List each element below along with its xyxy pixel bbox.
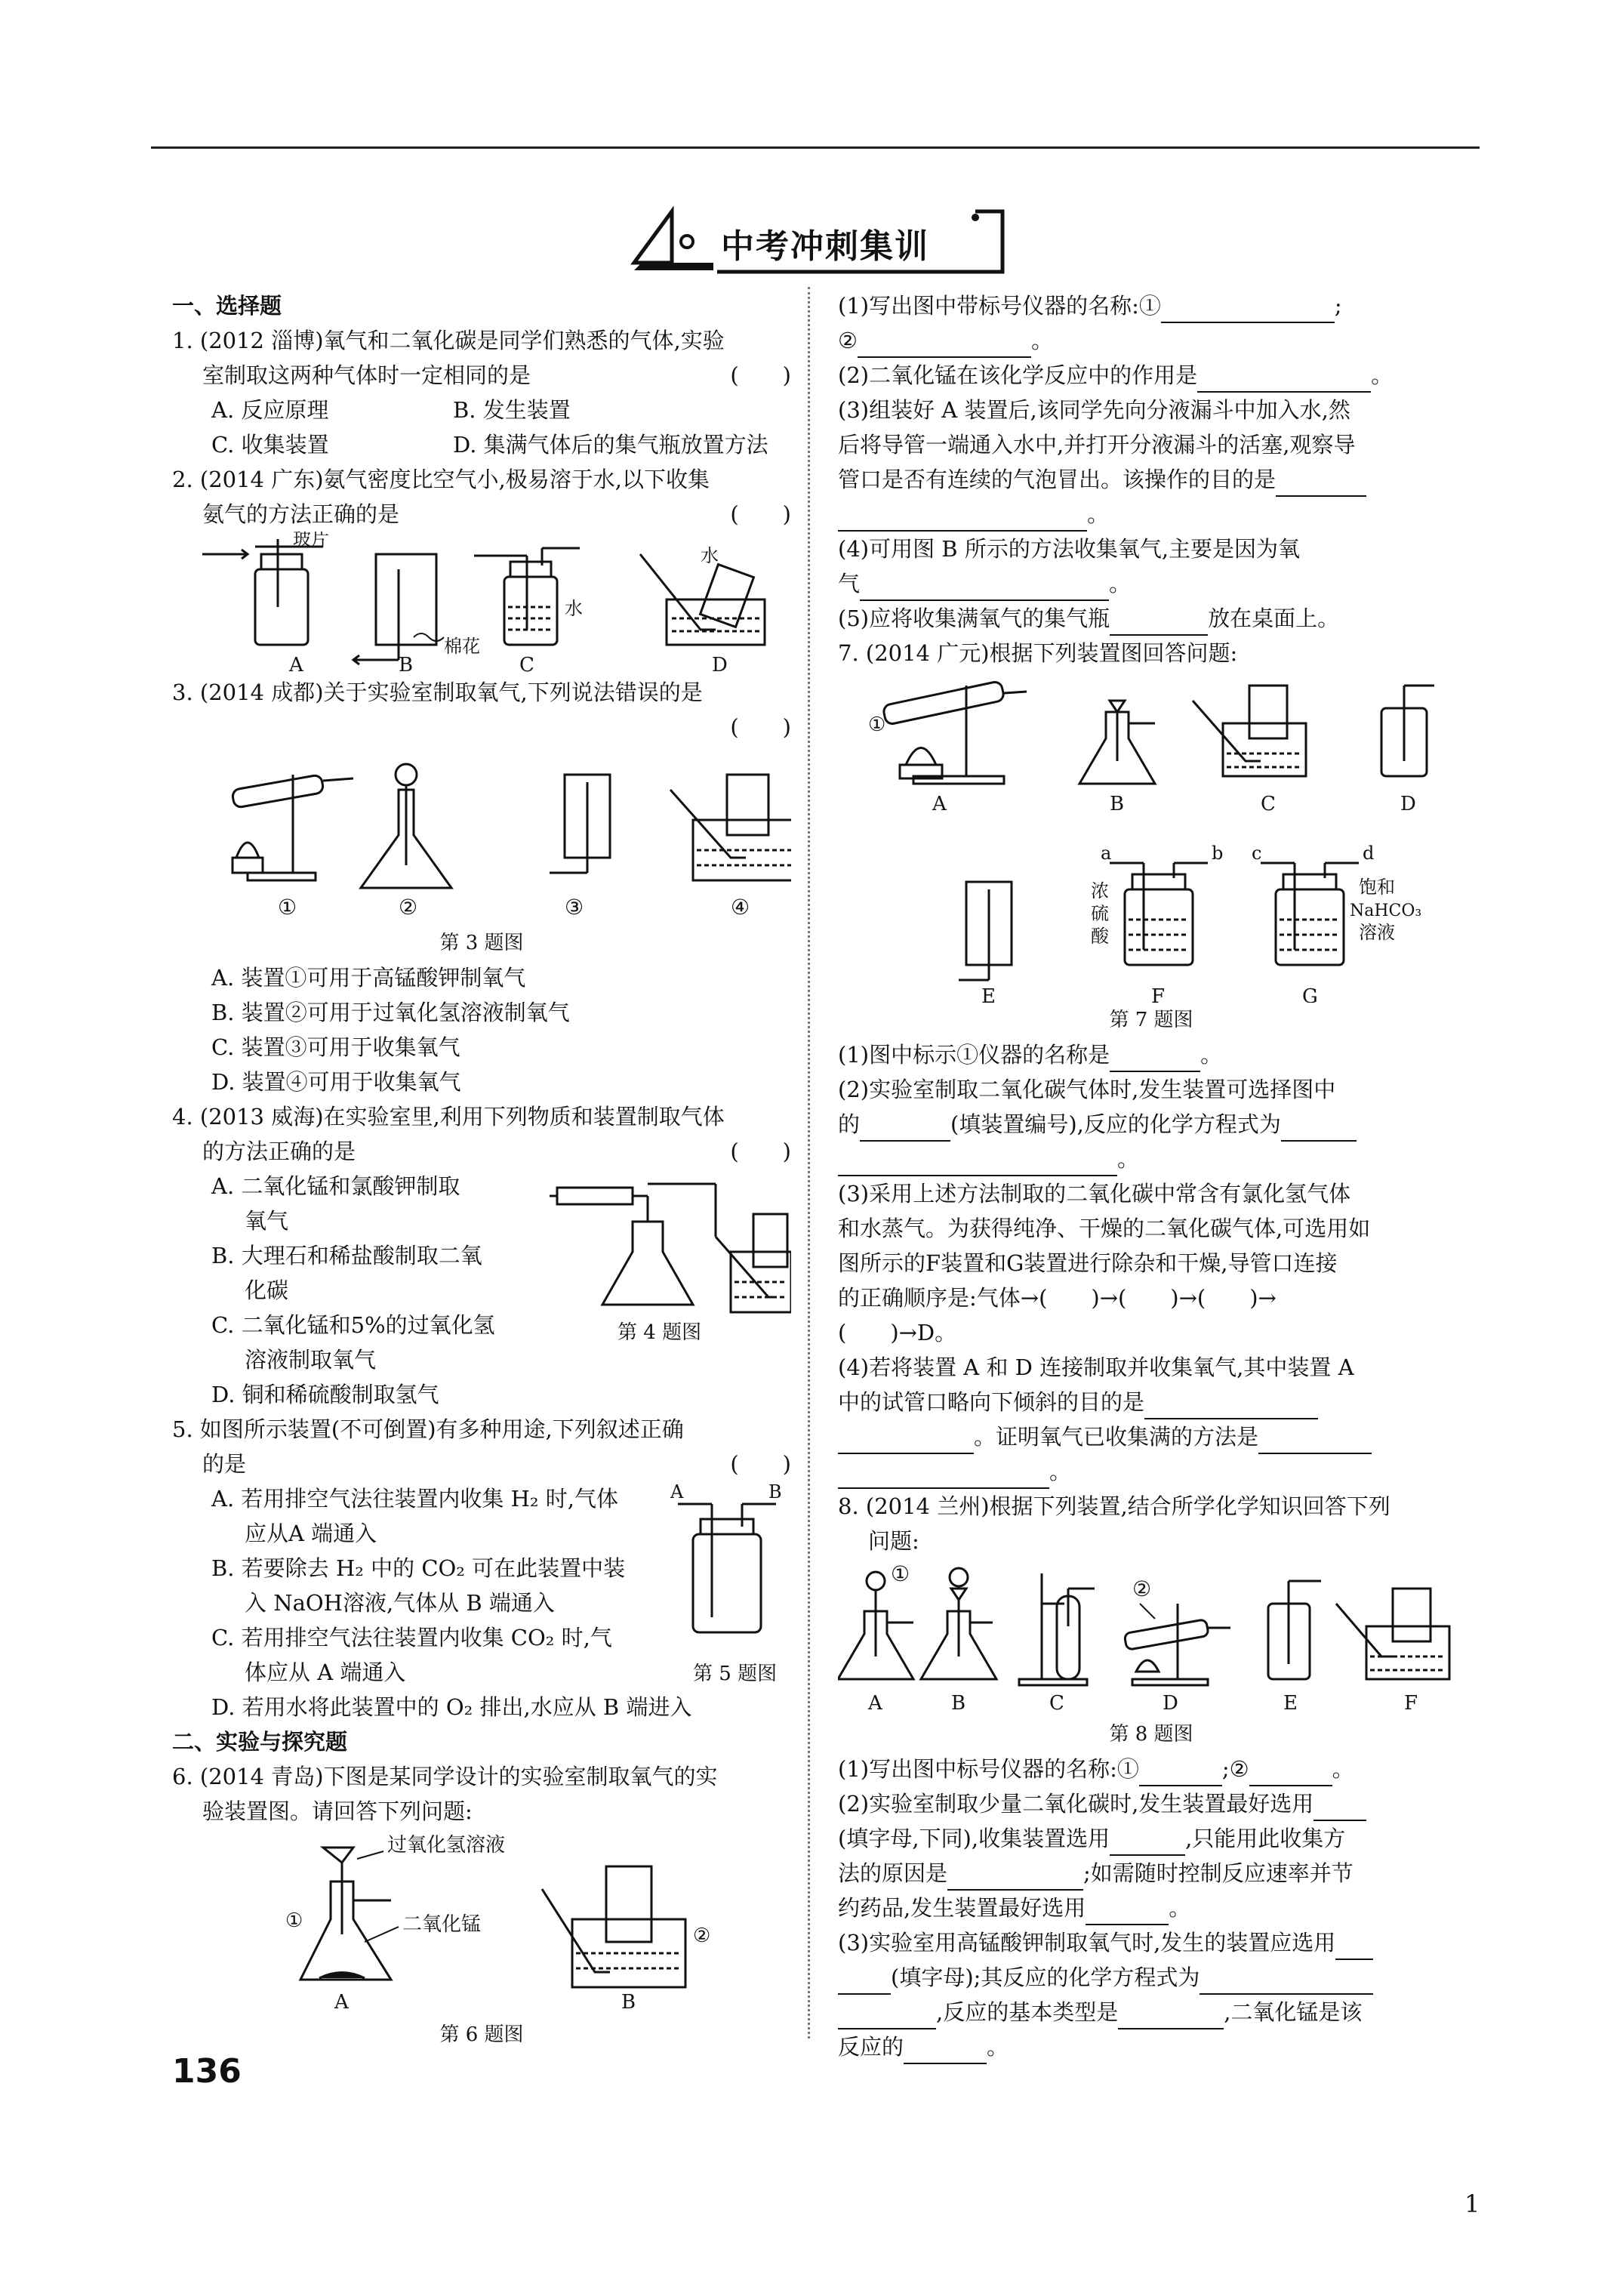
question-1-stem: 1. (2012 淄博)氧气和二氧化碳是同学们熟悉的气体,实验 — [172, 328, 725, 353]
figure-label: C — [1049, 1692, 1064, 1715]
figure-caption: 第 5 题图 — [693, 1663, 778, 1685]
q7-part-3: (3)采用上述方法制取的二氧化碳中常含有氯化氢气体 — [838, 1181, 1351, 1207]
figure-label: A — [289, 654, 303, 675]
port-label: b — [1212, 843, 1224, 864]
q8-part-2: (2)实验室制取少量二氧化碳时,发生装置最好选用 — [838, 1791, 1314, 1817]
option-a[interactable]: A. 反应原理 — [211, 397, 329, 423]
q7-part-2-cont: (填装置编号),反应的化学方程式为 — [950, 1111, 1281, 1137]
figure-caption: 第 7 题图 — [1109, 1009, 1193, 1031]
figure-label: D — [1400, 793, 1416, 815]
q6-part-3: (3)组装好 A 装置后,该同学先向分液漏斗中加入水,然 — [838, 397, 1350, 423]
figure-label: A — [334, 1991, 349, 2014]
figure-label: E — [1283, 1692, 1298, 1715]
acid-label: 浓 — [1091, 880, 1109, 901]
page-number: 136 — [172, 2052, 242, 2091]
oxygen-setup-diagram — [172, 1829, 791, 2017]
question-1-stem-cont: 室制取这两种气体时一定相同的是 — [202, 362, 531, 388]
figure-label: G — [1302, 985, 1318, 1003]
left-column — [172, 288, 791, 2052]
figure-label: B — [951, 1692, 966, 1715]
option-c[interactable]: C. 二氧化锰和5%的过氧化氢 — [211, 1312, 495, 1338]
q6-part-5-cont: 放在桌面上。 — [1208, 606, 1340, 631]
figure-label: C — [519, 654, 534, 675]
question-4-block — [172, 1169, 791, 1412]
q7-part-1: (1)图中标示①仪器的名称是 — [838, 1042, 1110, 1068]
question-2-stem: 2. (2014 广东)氨气密度比空气小,极易溶于水,以下收集 — [172, 467, 710, 492]
answer-blank[interactable] — [1144, 1395, 1318, 1419]
marker-1: ① — [891, 1561, 910, 1586]
figure-label: ② — [399, 895, 418, 920]
water-label: 水 — [701, 545, 719, 566]
question-5-stem-cont: 的是 — [202, 1451, 247, 1477]
option-c-cont: 溶液制取氧气 — [245, 1347, 377, 1373]
question-2-stem-cont: 氨气的方法正确的是 — [202, 501, 400, 527]
answer-blank[interactable] — [1276, 473, 1366, 497]
answer-blank[interactable] — [1139, 1762, 1222, 1786]
option-d[interactable]: D. 集满气体后的集气瓶放置方法 — [453, 432, 768, 458]
gas-collection-diagram — [172, 532, 791, 675]
question-2-figure — [172, 532, 791, 675]
q7-part-3-order-end[interactable]: ( )→D。 — [838, 1320, 957, 1345]
option-b[interactable]: B. 装置②可用于过氧化氢溶液制氧气 — [211, 1000, 570, 1025]
q8-part-1b: ;② — [1221, 1756, 1249, 1782]
answer-blank[interactable] — [1335, 1936, 1373, 1960]
answer-blank[interactable] — [1110, 612, 1208, 636]
co2-apparatus-diagram — [838, 670, 1464, 1003]
column-divider — [808, 287, 810, 2039]
question-8-figure — [838, 1558, 1464, 1717]
answer-blank[interactable] — [1313, 1797, 1366, 1821]
q8-part-3-cont: (填字母);其反应的化学方程式为 — [891, 1965, 1200, 1990]
question-3-stem: 3. (2014 成都)关于实验室制取氧气,下列说法错误的是 — [172, 680, 703, 705]
marker-2: ② — [1132, 1576, 1152, 1601]
q6-part-4: (4)可用图 B 所示的方法收集氧气,主要是因为氧 — [838, 536, 1301, 562]
answer-paren[interactable]: ( ) — [730, 714, 791, 740]
figure-label: A — [868, 1692, 882, 1715]
question-5-stem: 5. 如图所示装置(不可倒置)有多种用途,下列叙述正确 — [172, 1416, 684, 1442]
q7-part-2: (2)实验室制取二氧化碳气体时,发生装置可选择图中 — [838, 1077, 1336, 1102]
option-d[interactable]: D. 铜和稀硫酸制取氢气 — [211, 1382, 439, 1407]
option-c[interactable]: C. 收集装置 — [211, 432, 329, 458]
q8-part-2-cont: (填字母,下同),收集装置选用 — [838, 1826, 1110, 1851]
right-column: (1)写出图中带标号仪器的名称:① ; ② 。 (2)二氧化锰在该化学反应中的作用是 。 (3)组装好 A 装置后,该同学先向分液漏斗中加入水,然 后将导管一端通入水中,并打开分液漏斗的活塞,观察导 管口是否有连续的气泡冒出。该操作的目的是 。 (4)可用图 B 所示的方法收集氧气,主要是因为氧 气 。 (5)应将收集满氧气的集气瓶 放在桌面上。 7. (2014 广元)根据下列装置图回答问题: ① A B C D E F G a b c d 浓 硫 酸 饱和 NaHCO₃ 溶液 第 7 题图 (1)图中标示①仪器的名称是 。 (2)实验室制取二氧化碳气体时,发生装置可选择图中 的 (填装置编号),反应的化学方程式为 。 (3)采用上述方法制取的二氧化碳中常含有氯化氢气体 和水蒸气。为获得纯净、干燥的二氧化碳气体,可选用如 图所示的F装置和G装置进行除杂和干燥,导管口连接 的正确顺序是:气体→( )→( )→( )→ ( )→D。 (4)若将装置 A 和 D 连接制取并收集氧气,其中装置 A 中的试管口略向下倾斜的目的是 。证明氧气已收集满的方法是 。 8. (2014 兰州)根据下列装置,结合所学化学知识回答下列 问题: ① ② A B C D E F 第 8 题图 (1)写出图中标号仪器的名称:① ;② 。 (2)实验室制取少量二氧化碳时,发生装置最好选用 (填字母,下同),收集装置选用 ,只能用此收集方 法的原因是 ;如需随时控制反应速率并节 约药品,发生装置最好选用 。 (3)实验室用高锰酸钾制取氧气时,发生的装置应选用 (填字母);其反应的化学方程式为 ,反应的基本类型是 ,二氧化锰是该 反应的 。 — [838, 288, 1464, 2064]
figure-caption: 第 8 题图 — [1109, 1723, 1193, 1746]
question-8-stem-cont: 问题: — [868, 1528, 919, 1554]
option-a-cont: 应从A 端通入 — [245, 1521, 377, 1546]
figure-label: C — [1261, 793, 1276, 815]
option-c-cont: 体应从 A 端通入 — [245, 1660, 406, 1685]
port-label: d — [1363, 843, 1375, 864]
answer-blank[interactable] — [904, 2040, 987, 2064]
answer-blank[interactable] — [838, 2005, 936, 2029]
question-5-figure — [670, 1481, 791, 1655]
question-6-stem-cont: 验装置图。请回答下列问题: — [202, 1798, 473, 1824]
figure-label: A — [932, 793, 947, 815]
solution-label: 饱和 — [1359, 877, 1395, 898]
figure-label: F — [1151, 985, 1166, 1003]
cotton-label: 棉花 — [444, 636, 480, 657]
question-6-stem: 6. (2014 青岛)下图是某同学设计的实验室制取氧气的实 — [172, 1764, 718, 1789]
q6-part-2: (2)二氧化锰在该化学反应中的作用是 — [838, 362, 1198, 388]
oxygen-apparatus-diagram — [172, 744, 791, 926]
q8-part-3-cont: ,反应的基本类型是 — [936, 1999, 1119, 2025]
answer-blank[interactable] — [1110, 1048, 1200, 1072]
answer-blank[interactable] — [1086, 1901, 1169, 1925]
port-label: c — [1252, 843, 1262, 864]
answer-blank[interactable] — [838, 1971, 891, 1995]
port-label-b: B — [768, 1481, 782, 1502]
marker-1: ① — [868, 713, 886, 736]
gas-prep-diagram — [838, 1558, 1464, 1717]
solution-label: 溶液 — [1359, 922, 1395, 943]
option-a[interactable]: A. 装置①可用于高锰酸钾制氧气 — [211, 965, 526, 991]
q7-part-4-cont: 中的试管口略向下倾斜的目的是 — [838, 1389, 1145, 1415]
top-rule — [151, 146, 1480, 149]
answer-blank[interactable] — [1258, 1430, 1372, 1454]
question-7-stem: 7. (2014 广元)根据下列装置图回答问题: — [838, 640, 1238, 666]
answer-blank[interactable] — [838, 1465, 1049, 1489]
section-heading: 一、选择题 — [172, 293, 282, 319]
water-label: 水 — [565, 598, 583, 619]
marker-2: ② — [693, 1925, 711, 1947]
option-a[interactable]: A. 二氧化锰和氯酸钾制取 — [211, 1173, 460, 1199]
q7-part-4-cont: 。证明氧气已收集满的方法是 — [974, 1424, 1259, 1450]
question-8-stem: 8. (2014 兰州)根据下列装置,结合所学化学知识回答下列 — [838, 1493, 1390, 1519]
answer-paren[interactable]: ( ) — [730, 1451, 791, 1477]
acid-label: 酸 — [1091, 926, 1109, 947]
answer-paren[interactable]: ( ) — [730, 1139, 791, 1164]
figure-label: D — [1163, 1692, 1178, 1715]
q8-part-2-cont: 约药品,发生装置最好选用 — [838, 1895, 1086, 1921]
q7-part-4: (4)若将装置 A 和 D 连接制取并收集氧气,其中装置 A — [838, 1354, 1354, 1380]
question-7-figure — [838, 670, 1464, 1003]
q6-part-3-cont: 管口是否有连续的气泡冒出。该操作的目的是 — [838, 467, 1277, 492]
option-d[interactable]: D. 装置④可用于收集氧气 — [211, 1069, 461, 1095]
answer-blank[interactable] — [947, 1866, 1083, 1891]
q8-part-3: (3)实验室用高锰酸钾制取氧气时,发生的装置应选用 — [838, 1930, 1336, 1955]
figure-label: ④ — [731, 895, 750, 920]
option-c[interactable]: C. 装置③可用于收集氧气 — [211, 1034, 460, 1060]
section-heading: 二、实验与探究题 — [172, 1729, 348, 1755]
answer-blank[interactable] — [860, 577, 1109, 601]
q6-part-3-cont: 后将导管一端通入水中,并打开分液漏斗的活塞,观察导 — [838, 432, 1356, 458]
answer-blank[interactable] — [1281, 1117, 1357, 1142]
q8-part-2-cont: ;如需随时控制反应速率并节 — [1083, 1860, 1354, 1886]
q8-part-3-cont: 反应的 — [838, 2034, 904, 2060]
acid-label: 硫 — [1091, 903, 1109, 924]
question-6-figure — [172, 1829, 791, 2017]
answer-blank[interactable] — [858, 334, 1031, 358]
option-d[interactable]: D. 若用水将此装置中的 O₂ 排出,水应从 B 端进入 — [211, 1694, 692, 1720]
answer-blank[interactable] — [838, 1430, 974, 1454]
q7-part-3-cont: 和水蒸气。为获得纯净、干燥的二氧化碳气体,可选用如 — [838, 1216, 1371, 1241]
marker-1: ① — [285, 1909, 303, 1932]
answer-blank[interactable] — [838, 1152, 1117, 1176]
question-4-stem: 4. (2013 威海)在实验室里,利用下列物质和装置制取气体 — [172, 1104, 725, 1130]
option-b[interactable]: B. 若要除去 H₂ 中的 CO₂ 可在此装置中装 — [211, 1555, 626, 1581]
answer-blank[interactable] — [860, 1117, 950, 1142]
answer-blank[interactable] — [1200, 1971, 1373, 1995]
q8-part-2-cont: 法的原因是 — [838, 1860, 948, 1886]
q8-part-1: (1)写出图中标号仪器的名称:① — [838, 1756, 1139, 1782]
figure-label: F — [1404, 1692, 1418, 1715]
figure-label: D — [712, 654, 728, 675]
q7-part-2-cont: 的 — [838, 1111, 861, 1137]
option-c[interactable]: C. 若用排空气法往装置内收集 CO₂ 时,气 — [211, 1625, 612, 1650]
answer-blank[interactable] — [1110, 1832, 1185, 1856]
answer-blank[interactable] — [1161, 299, 1335, 323]
answer-blank[interactable] — [1197, 368, 1371, 393]
q7-part-3-cont: 图所示的F装置和G装置进行除杂和干燥,导管口连接 — [838, 1250, 1338, 1276]
q7-part-3-order[interactable]: 的正确顺序是:气体→( )→( )→( )→ — [838, 1285, 1277, 1311]
answer-blank[interactable] — [1118, 2005, 1224, 2029]
glass-label: 玻片 — [293, 532, 329, 550]
question-3-figure — [172, 744, 791, 926]
answer-paren[interactable]: ( ) — [730, 501, 791, 527]
question-4-stem-cont: 的方法正确的是 — [202, 1139, 356, 1164]
figure-label: B — [621, 1991, 636, 2014]
q8-part-2-cont: ,只能用此收集方 — [1185, 1826, 1346, 1851]
question-4-figure — [550, 1169, 791, 1342]
h2o2-label: 过氧化氢溶液 — [387, 1834, 506, 1857]
option-a[interactable]: A. 若用排空气法往装置内收集 H₂ 时,气体 — [211, 1486, 618, 1512]
figure-label: ① — [278, 895, 297, 920]
option-b-cont: 化碳 — [245, 1277, 289, 1303]
port-label-a: A — [670, 1481, 684, 1502]
page-title: 中考冲刺集训 — [721, 227, 929, 266]
figure-label: B — [399, 654, 414, 675]
mno2-label: 二氧化锰 — [402, 1913, 482, 1936]
q6-part-1: (1)写出图中带标号仪器的名称:① — [838, 293, 1161, 319]
figure-label: B — [1110, 793, 1125, 815]
option-b[interactable]: B. 大理石和稀盐酸制取二氧 — [211, 1243, 482, 1268]
answer-blank[interactable] — [1249, 1762, 1332, 1786]
corner-page-number: 1 — [1464, 2190, 1480, 2218]
figure-caption: 第 3 题图 — [439, 932, 524, 954]
q8-part-3-cont: ,二氧化锰是该 — [1224, 1999, 1363, 2025]
option-b[interactable]: B. 发生装置 — [453, 397, 571, 423]
option-b-cont: 入 NaOH溶液,气体从 B 端通入 — [245, 1590, 555, 1616]
answer-blank[interactable] — [838, 507, 1087, 532]
figure-caption: 第 6 题图 — [439, 2023, 524, 2046]
q6-part-1b: ② — [838, 328, 858, 353]
figure-label: E — [981, 985, 996, 1003]
section-title-banner — [627, 202, 1019, 278]
option-a-cont: 氧气 — [245, 1208, 289, 1234]
figure-label: ③ — [565, 895, 584, 920]
solution-label: NaHCO₃ — [1350, 901, 1422, 920]
answer-paren[interactable]: ( ) — [730, 362, 791, 388]
figure-caption: 第 4 题图 — [617, 1321, 702, 1342]
port-label: a — [1101, 843, 1112, 864]
q6-part-4-cont: 气 — [838, 571, 861, 596]
question-5-block — [172, 1481, 791, 1724]
q6-part-5: (5)应将收集满氧气的集气瓶 — [838, 606, 1110, 631]
